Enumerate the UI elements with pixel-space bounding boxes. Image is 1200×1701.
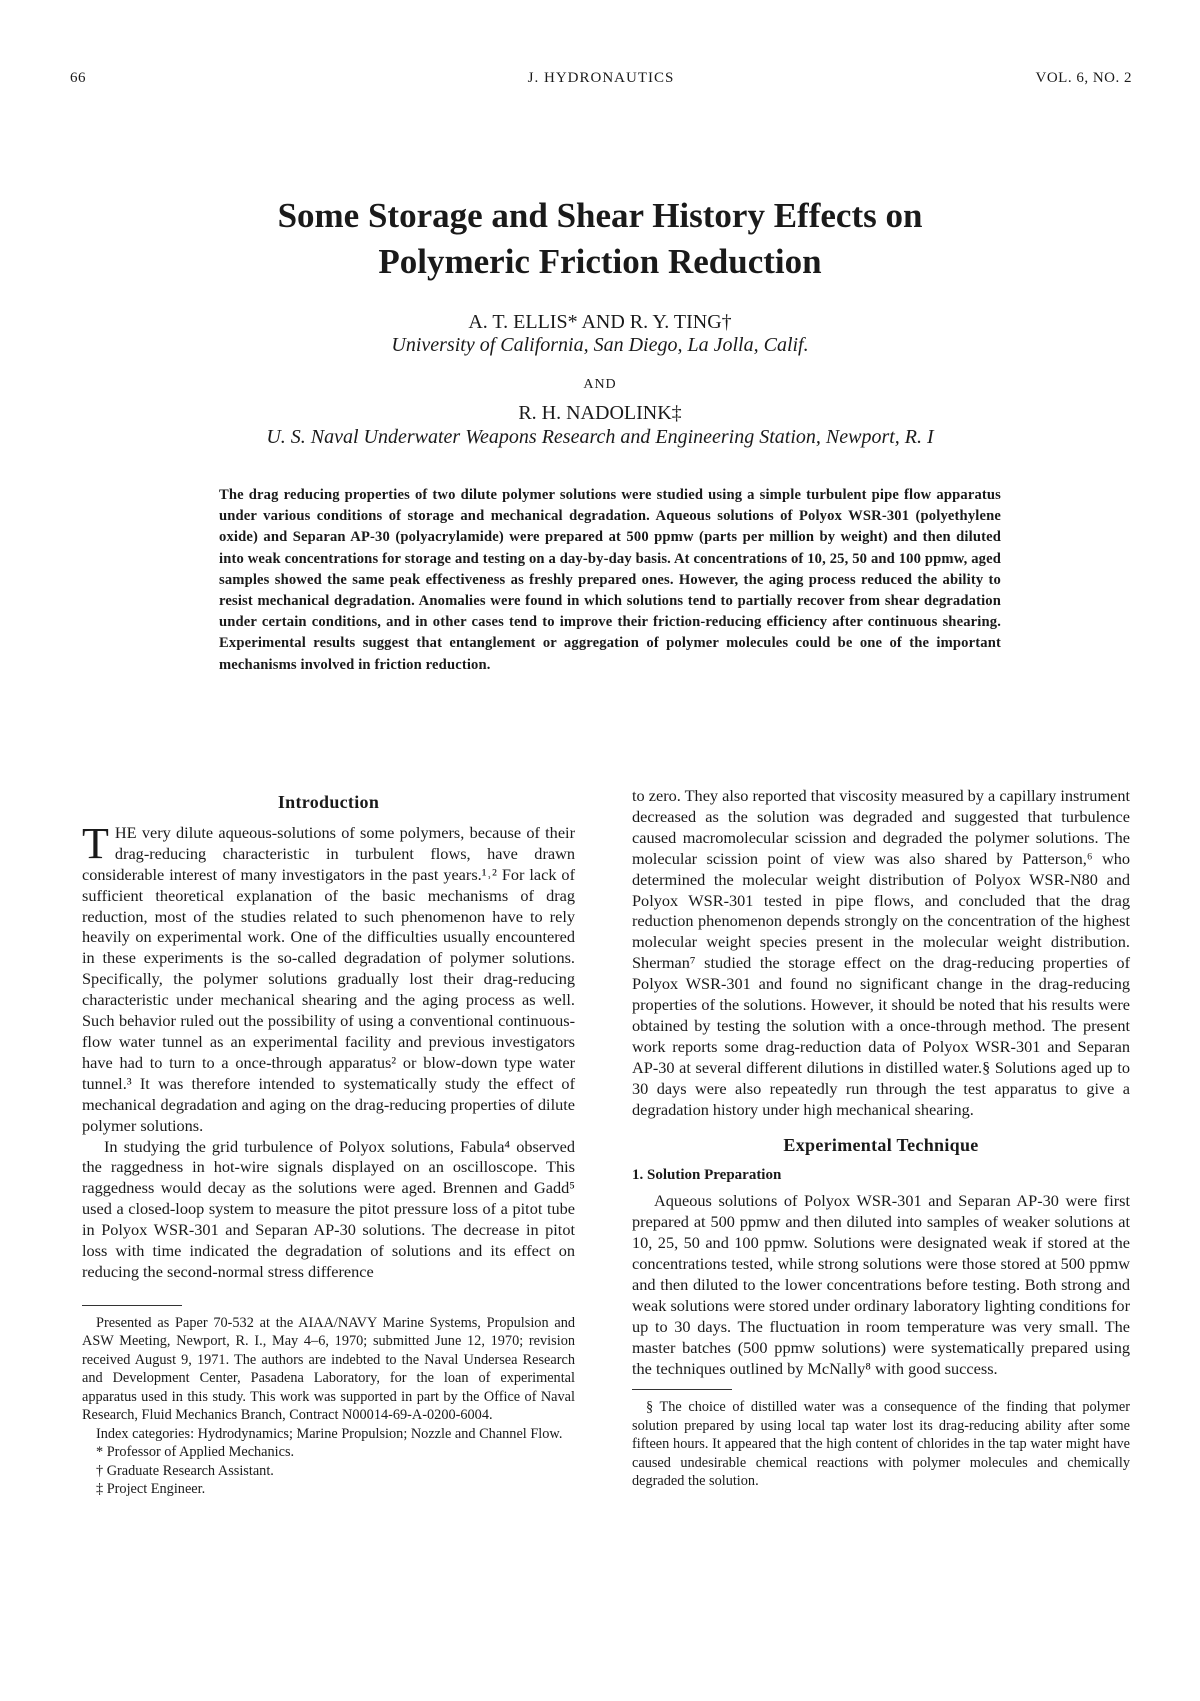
left-column <box>82 786 575 1499</box>
title-line-2: Polymeric Friction Reduction <box>378 242 822 281</box>
affiliation-2: U. S. Naval Underwater Weapons Research and Engineering Station, Newport, R. I <box>266 426 934 448</box>
title-line-1: Some Storage and Shear History Effects on <box>277 196 923 235</box>
left-footnotes <box>82 1314 575 1499</box>
footnote-author-1: * Professor of Applied Mechanics. <box>96 1444 295 1461</box>
right-column <box>632 786 1130 1491</box>
authors-group-1: A. T. ELLIS* AND R. Y. TING† <box>468 311 732 333</box>
right-footnote-rule <box>632 1389 732 1390</box>
right-footnotes <box>632 1398 1130 1491</box>
footnote-presented: Presented as Paper 70-532 at the AIAA/NAVY Marine Systems, Propulsion and ASW Meeting, Newport, R. I., May 4–6, 1970; submitted June 12, 1970; revision received August 9, 1971. The authors are indebted to the Naval Undersea Research and Development Center, Pasadena Laboratory, for the loan of experimental apparatus used in this study. This work was supported in part by the Office of Naval Research, Fluid Mechanics Branch, Contract N00014-69-A-0200-6004. <box>82 1314 575 1424</box>
footnote-author-3: ‡ Project Engineer. <box>96 1481 206 1498</box>
paper-title <box>130 193 1070 285</box>
volume-issue: VOL. 6, NO. 2 <box>1035 70 1132 86</box>
intro-paragraph-1 <box>82 818 575 1137</box>
footnote-distilled-water: § The choice of distilled water was a consequence of the finding that polymer solution prepared by using local tap water lost its drag-reducing ability after some fifteen hours. It appeared that the high content of chlorides in the tap water might have caused undesirable chemical reactions with polymer molecules and chemically degraded the solution. <box>632 1399 1130 1490</box>
authors-group-2: R. H. NADOLINK‡ <box>518 402 682 424</box>
running-header <box>70 70 1132 92</box>
intro-paragraph-1-text: HE very dilute aqueous-solutions of some polymers, because of their drag-reducing characteristic in turbulent flows, have drawn considerable interest of many investigators in the past years.¹˒² For lack of sufficient theoretical explanation of the basic mechanisms of drag reduction, most of the studies related to such phenomenon have to rely heavily on experimental work. One of the difficulties usually encountered in these experiments is the so-called degradation of polymer solutions. Specifically, the polymer solutions gradually lost their drag-reducing characteristic under mechanical shearing and the aging process as well. Such behavior ruled out the possibility of using a conventional continuous-flow water tunnel as an experimental facility and previous investigators have had to turn to a once-through apparatus² or blow-down type water tunnel.³ It was therefore intended to systematically study the effect of mechanical degradation and aging on the drag-reducing properties of dilute polymer solutions. <box>82 822 575 1135</box>
intro-paragraph-2: In studying the grid turbulence of Polyox solutions, Fabula⁴ observed the raggedness in hot-wire signals displayed on an oscilloscope. This raggedness would decay as the solutions were aged. Brennen and Gadd⁵ used a closed-loop system to measure the pitot pressure loss of a pitot tube in Polyox WSR-301 and Separan AP-30 solutions. The decrease in pitot loss with time indicated the degradation of solutions and its effect on reducing the second-normal stress difference <box>82 1136 575 1281</box>
introduction-heading: Introduction <box>277 792 380 812</box>
journal-name: J. HYDRONAUTICS <box>527 70 675 86</box>
abstract: The drag reducing properties of two dilute polymer solutions were studied using a simple turbulent pipe flow apparatus under various conditions of storage and mechanical degradation. Aqueous solutions of Polyox WSR-301 (polyethylene oxide) and Separan AP-30 (polyacrylamide) were prepared at 500 ppmw (parts per million by weight) and then diluted into weak concentrations for storage and testing on a day-by-day basis. At concentrations of 10, 25, 50 and 100 ppmw, aged samples showed the same peak effectiveness as freshly prepared ones. However, the aging process reduced the ability to resist mechanical degradation. Anomalies were found in which solutions tend to partially recover from shear degradation under certain conditions, and in other cases tend to improve their friction-reducing efficiency after continuous shearing. Experimental results suggest that entanglement or aggregation of polymer molecules could be one of the important mechanisms involved in friction reduction. <box>219 487 1001 673</box>
footnote-index-categories: Index categories: Hydrodynamics; Marine Propulsion; Nozzle and Channel Flow. <box>96 1425 563 1442</box>
and-separator: AND <box>583 377 617 392</box>
solution-preparation-paragraph: Aqueous solutions of Polyox WSR-301 and Separan AP-30 were first prepared at 500 ppmw and then diluted into samples of weaker solutions at 10, 25, 50 and 100 ppmw. Solutions were designated weak if stored at the concentrations tested, while strong solutions were those stored at 500 ppmw and then diluted to the lower concentrations before testing. Both strong and weak solutions were stored under ordinary laboratory lighting conditions for up to 30 days. The fluctuation in room temperature was very small. The master batches (500 ppmw solutions) were systematically prepared using the techniques outlined by McNally⁸ with good success. <box>632 1191 1130 1378</box>
footnote-author-2: † Graduate Research Assistant. <box>96 1462 274 1479</box>
page-number: 66 <box>70 70 86 86</box>
footnote-rule <box>82 1305 182 1306</box>
solution-preparation-subheading: 1. Solution Preparation <box>632 1167 782 1184</box>
affiliation-1: University of California, San Diego, La Jolla, Calif. <box>391 334 809 356</box>
continued-paragraph: to zero. They also reported that viscosity measured by a capillary instrument decreased as the solution was degraded and suggested that turbulence caused macromolecular scission and degraded the polymer solutions. The molecular scission point of view was also shared by Patterson,⁶ who determined the molecular weight distribution of Polyox WSR-N80 and Polyox WSR-301 tested in pipe flows, and concluded that the drag reduction phenomenon depends strongly on the concentration of the highest molecular weight species present in the molecular weight distribution. Sherman⁷ studied the storage effect on the drag-reducing properties of Polyox WSR-301 and found no significant change in the drag-reducing properties of the solutions. However, it should be noted that his results were obtained by testing the solution with a once-through method. The present work reports some drag-reduction data of Polyox WSR-301 and Separan AP-30 at several different dilutions in distilled water.§ Solutions aged up to 30 days were also repeatedly run through the test apparatus to give a degradation history under high mechanical shearing. <box>632 786 1130 1119</box>
experimental-technique-heading: Experimental Technique <box>783 1134 979 1155</box>
drop-cap: T <box>82 818 109 868</box>
